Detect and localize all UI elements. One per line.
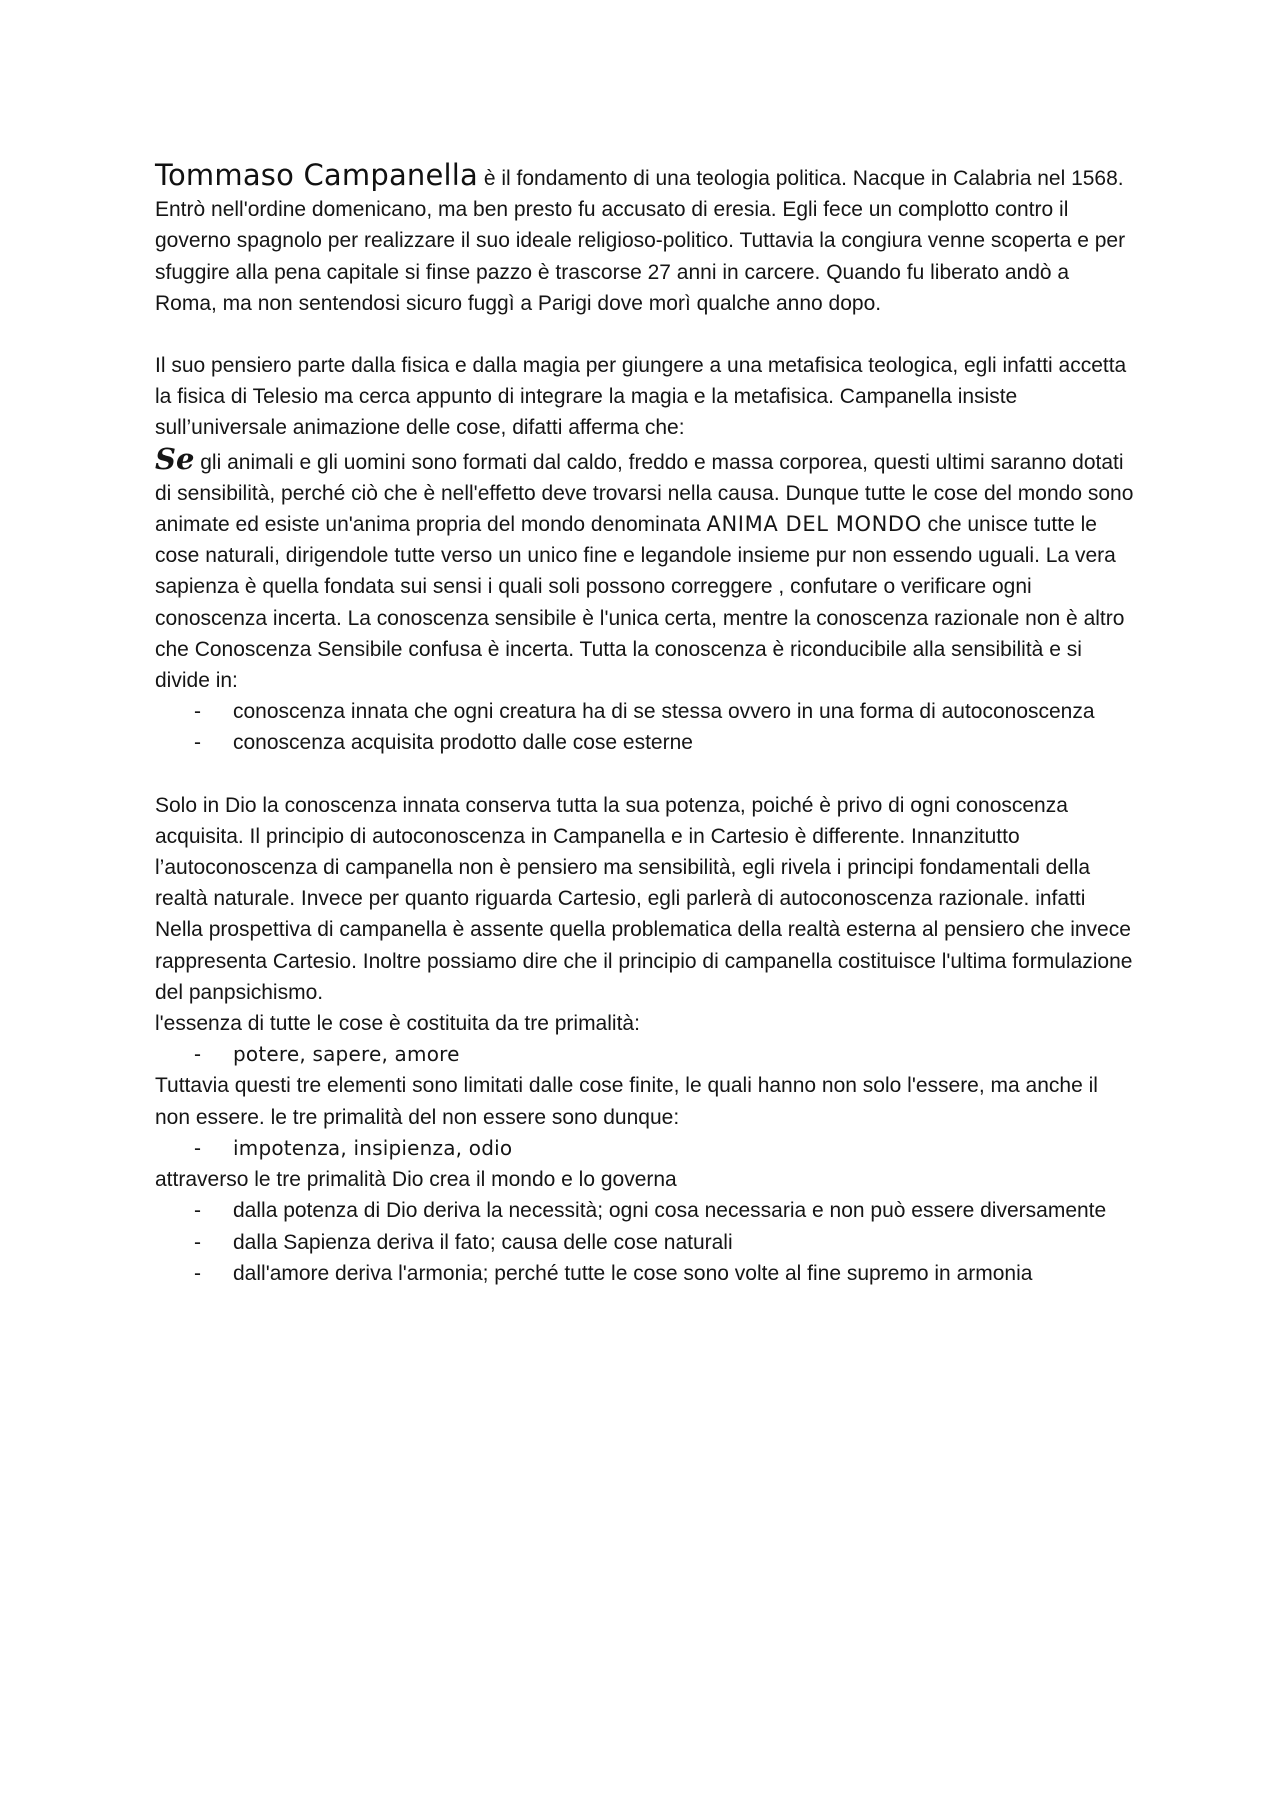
intro-paragraph bbox=[155, 160, 1135, 319]
list-item bbox=[155, 696, 1135, 727]
paragraph-spacer bbox=[155, 319, 1135, 350]
list-item-text: dall'amore deriva l'armonia; perché tutte le cose sono volte al fine supremo in armonia bbox=[233, 1261, 1033, 1285]
list-item bbox=[155, 1227, 1135, 1258]
dash-bullet: - bbox=[194, 700, 201, 724]
list-item bbox=[155, 1133, 1135, 1164]
list-item-text: conoscenza innata che ogni creatura ha di se stessa ovvero in una forma di autoconoscenza bbox=[233, 700, 1095, 724]
list-item bbox=[155, 1039, 1135, 1070]
dash-bullet: - bbox=[194, 731, 201, 755]
dash-bullet: - bbox=[194, 1261, 201, 1285]
dio-paragraph bbox=[155, 790, 1135, 1008]
tuttavia-paragraph bbox=[155, 1070, 1135, 1132]
anima-text-a: gli animali e gli uomini sono formati dal caldo, freddo e massa corporea, questi ultimi saranno dotati di sensibilità, perché ciò che è nell'effetto deve trovarsi nella causa. Dunque tutte le cose del mondo sono animate ed esiste un'anima propria del mondo denominata bbox=[155, 450, 1134, 537]
list-item bbox=[155, 727, 1135, 758]
anima-paragraph bbox=[155, 441, 1135, 697]
anima-text-b: che unisce tutte le cose naturali, dirigendole tutte verso un unico fine e legandole insieme pur non essendo uguali. La vera sapienza è quella fondata sui sensi i quali soli possono correggere , confutare o verificare ogni conoscenza incerta. La conoscenza sensibile è l'unica certa, mentre la conoscenza razionale non è altro che Conoscenza Sensibile confusa è incerta. Tutta la conoscenza è riconducibile alla sensibilità e si divide in: bbox=[155, 513, 1125, 693]
list-item bbox=[155, 1258, 1135, 1289]
list-item-text: dalla Sapienza deriva il fato; causa delle cose naturali bbox=[233, 1230, 733, 1254]
list-item bbox=[155, 1195, 1135, 1226]
paragraph-spacer bbox=[155, 759, 1135, 790]
document-body bbox=[155, 160, 1135, 1289]
primalita-list bbox=[155, 1039, 1135, 1070]
primalita-text: potere, sapere, amore bbox=[233, 1042, 460, 1067]
conoscenza-list bbox=[155, 696, 1135, 758]
pensiero-text: Il suo pensiero parte dalla fisica e dalla magia per giungere a una metafisica teologica, egli infatti accetta la fisica di Telesio ma cerca appunto di integrare la magia e la metafisica. Campanella insiste sull’universale animazione delle cose, difatti afferma che: bbox=[155, 354, 1127, 440]
pensiero-paragraph bbox=[155, 350, 1135, 444]
attraverso-text: attraverso le tre primalità Dio crea il mondo e lo governa bbox=[155, 1168, 677, 1192]
dash-bullet: - bbox=[194, 1136, 201, 1160]
non-essere-text: impotenza, insipienza, odio bbox=[233, 1135, 513, 1160]
anima-del-mondo-term: ANIMA DEL MONDO bbox=[706, 512, 922, 537]
list-item-text: conoscenza acquisita prodotto dalle cose esterne bbox=[233, 731, 693, 755]
essenza-text: l'essenza di tutte le cose è costituita da tre primalità: bbox=[155, 1012, 640, 1036]
se-accent-word: Se bbox=[155, 441, 195, 476]
dash-bullet: - bbox=[194, 1230, 201, 1254]
intro-text: è il fondamento di una teologia politica. Nacque in Calabria nel 1568. Entrò nell'ordine domenicano, ma ben presto fu accusato di eresia. Egli fece un complotto contro il governo spagnolo per realizzare il suo ideale religioso-politico. Tuttavia la congiura venne scoperta e per sfuggire alla pena capitale si finse pazzo è trascorse 27 anni in carcere. Quando fu liberato andò a Roma, ma non sentendosi sicuro fuggì a Parigi dove morì qualche anno dopo. bbox=[155, 167, 1126, 315]
list-item-text: dalla potenza di Dio deriva la necessità; ogni cosa necessaria e non può essere diversamente bbox=[233, 1199, 1107, 1223]
dash-bullet: - bbox=[194, 1043, 201, 1067]
dio-text: Solo in Dio la conoscenza innata conserva tutta la sua potenza, poiché è privo di ogni conoscenza acquisita. Il principio di autoconoscenza in Campanella e in Cartesio è differente. Innanzitutto l’autoconoscenza di campanella non è pensiero ma sensibilità, egli rivela i principi fondamentali della realtà naturale. Invece per quanto riguarda Cartesio, egli parlerà di autoconoscenza razionale. infatti Nella prospettiva di campanella è assente quella problematica della realtà esterna al pensiero che invece rappresenta Cartesio. Inoltre possiamo dire che il principio di campanella costituisce l'ultima formulazione del panpsichismo. bbox=[155, 793, 1133, 1004]
derivazioni-list bbox=[155, 1195, 1135, 1289]
dash-bullet: - bbox=[194, 1199, 201, 1223]
essenza-line bbox=[155, 1008, 1135, 1039]
author-name: Tommaso Campanella bbox=[155, 158, 479, 192]
attraverso-line bbox=[155, 1164, 1135, 1195]
tuttavia-text: Tuttavia questi tre elementi sono limitati dalle cose finite, le quali hanno non solo l'essere, ma anche il non essere. le tre primalità del non essere sono dunque: bbox=[155, 1074, 1098, 1129]
non-essere-list bbox=[155, 1133, 1135, 1164]
